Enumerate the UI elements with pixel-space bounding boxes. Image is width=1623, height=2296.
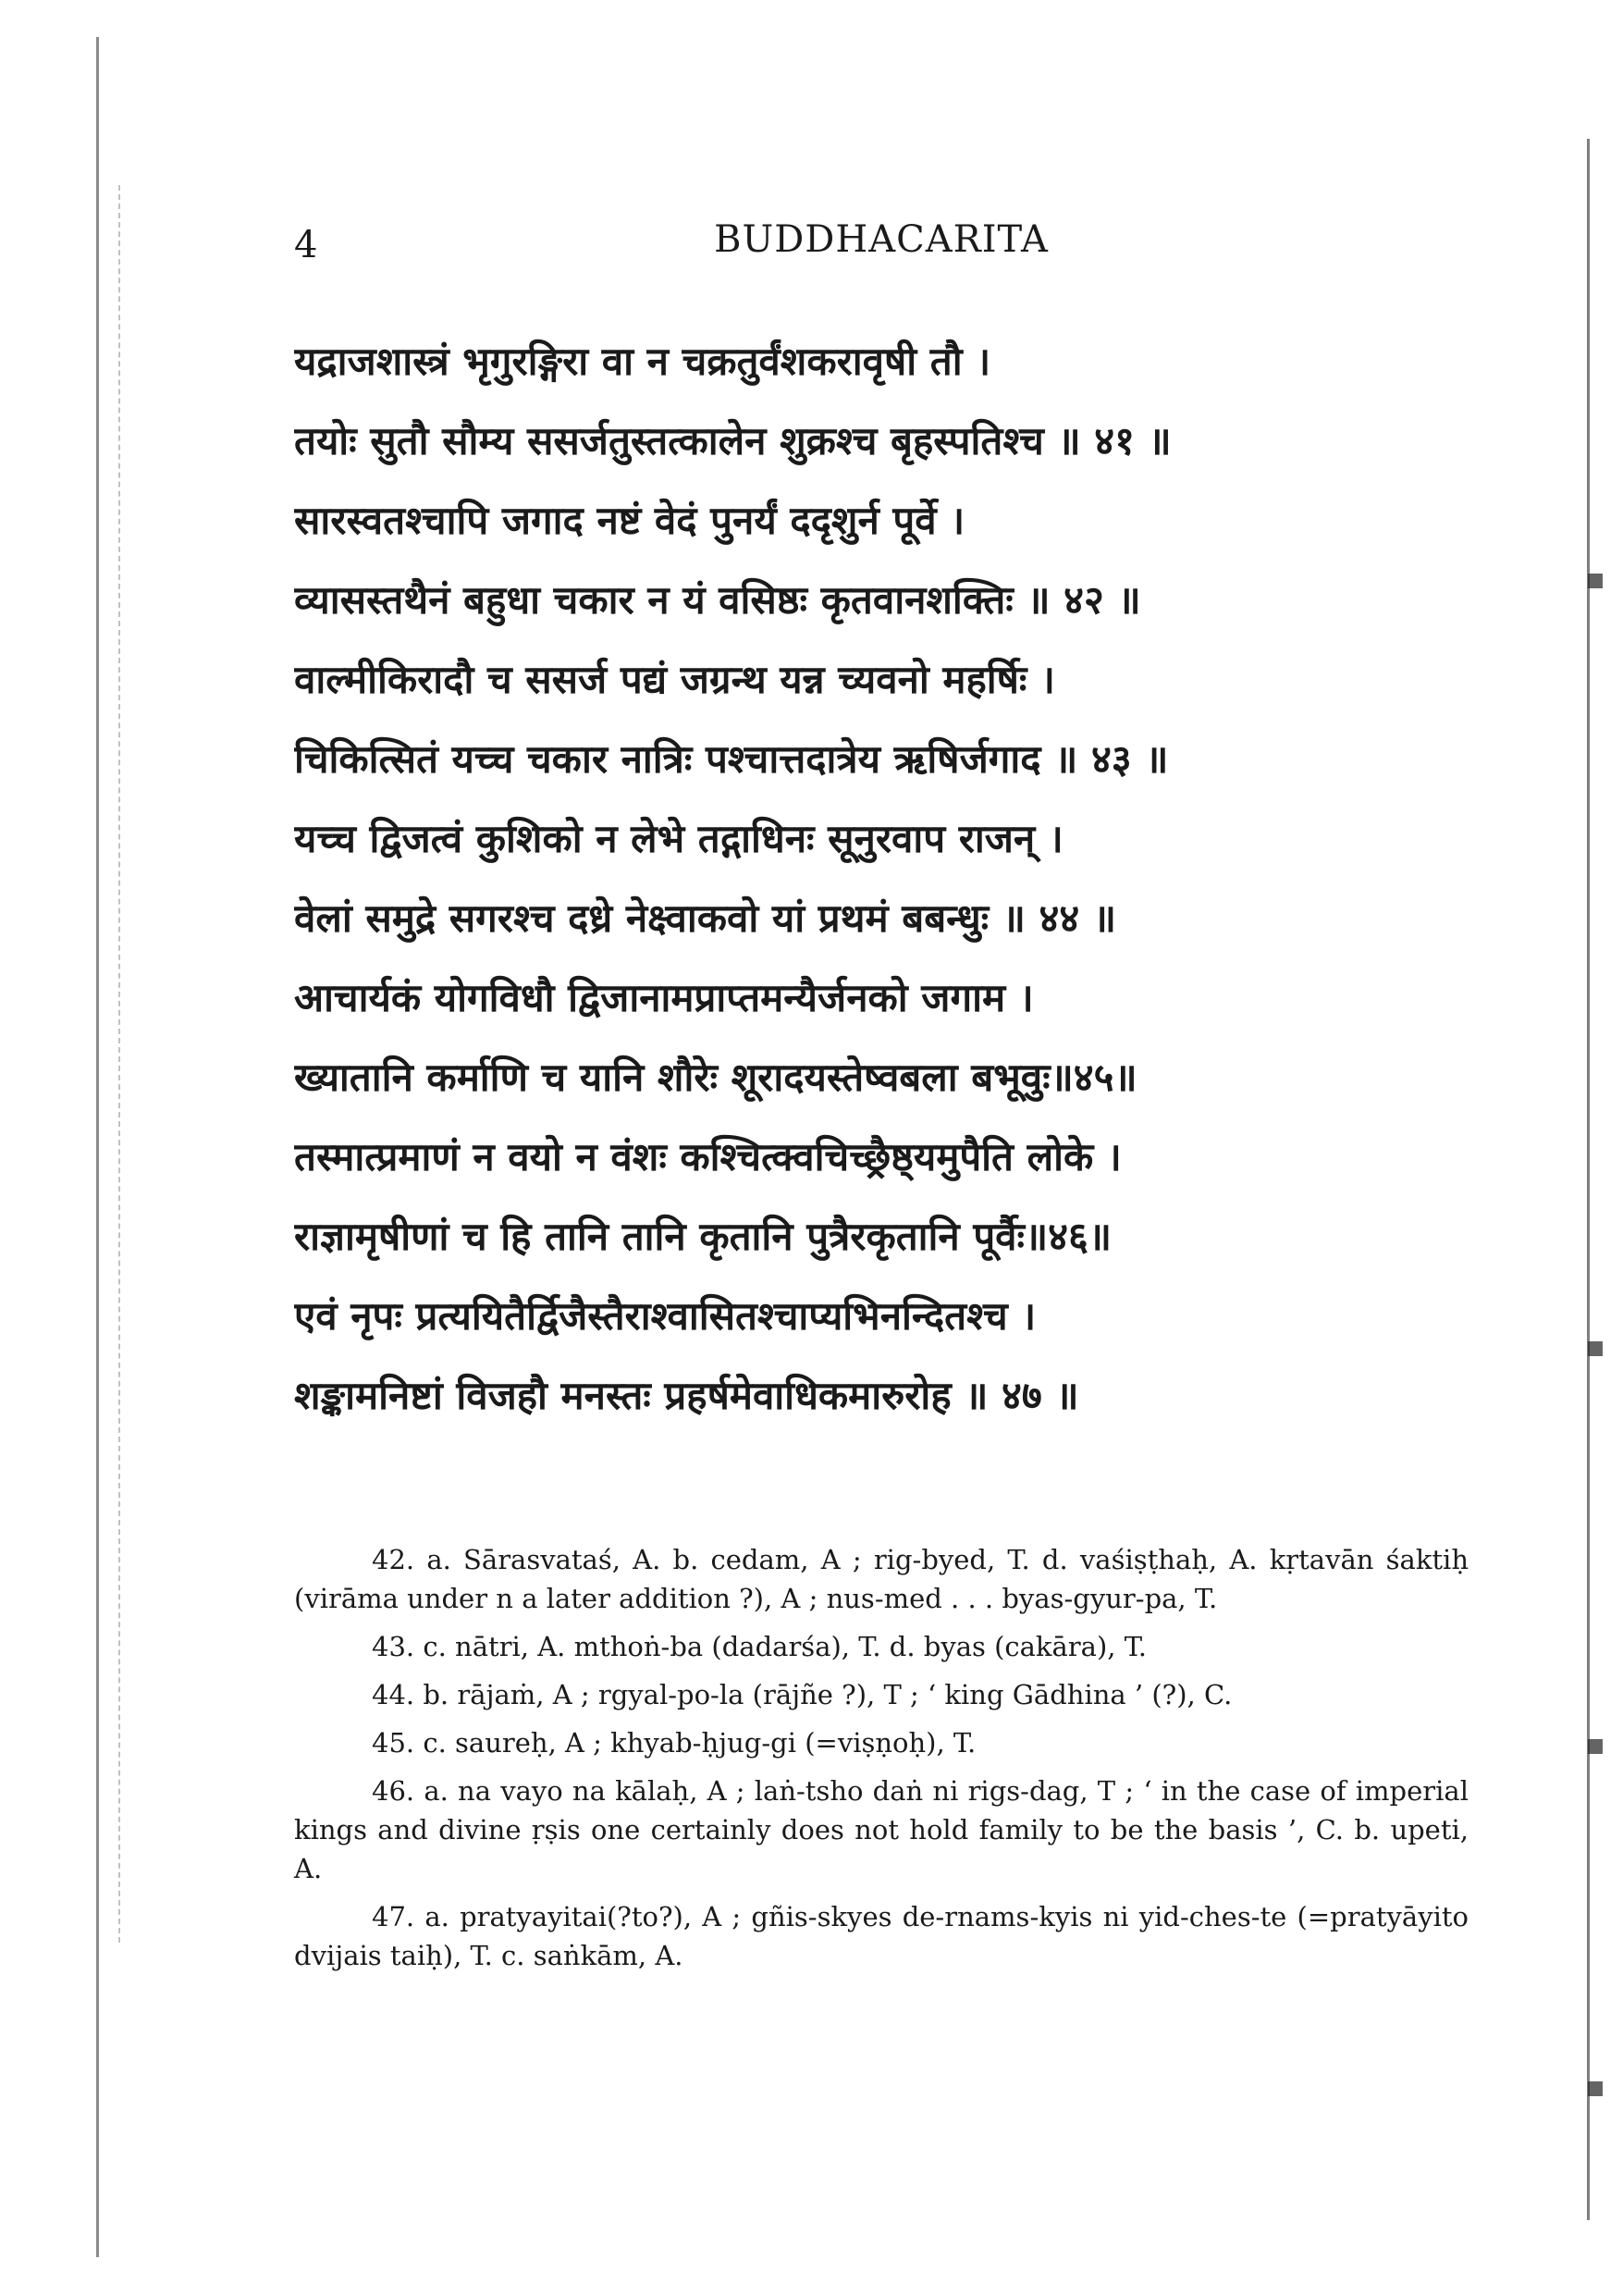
verse-line: शङ्कामनिष्टां विजहौ मनस्तः प्रहर्षमेवाधिकमारुरोह ॥ ४७ ॥ <box>294 1373 1079 1418</box>
verse-line: तस्मात्प्रमाणं न वयो न वंशः कश्चित्क्वचिच्छ्रैष्ठ्यमुपैति लोके । <box>294 1134 1122 1179</box>
verse-line: तयोः सुतौ सौम्य ससर्जतुस्तत्कालेन शुक्रश्च बृहस्पतिश्च ॥ ४१ ॥ <box>294 418 1172 463</box>
scan-mark <box>1588 1739 1603 1754</box>
verse-line: एवं नृपः प्रत्ययितैर्द्विजैस्तैराश्वासितश्चाप्यभिनन्दितश्च । <box>294 1293 1037 1339</box>
verse-block <box>294 322 1478 1436</box>
scan-mark <box>1588 1341 1603 1356</box>
footnote: 45. c. saureḥ, A ; khyab-ḥjug-gi (=viṣṇoḥ), T. <box>372 1727 977 1759</box>
footnotes <box>294 1540 1469 1984</box>
scan-edge-right <box>1587 139 1590 2220</box>
verse-line: यच्च द्विजत्वं कुशिको न लेभे तद्गाधिनः सूनुरवाप राजन् । <box>294 816 1064 861</box>
verse-line: यद्राजशास्त्रं भृगुरङ्गिरा वा न चक्रतुर्वंशकरावृषी तौ । <box>294 339 991 384</box>
scan-mark <box>1588 2081 1603 2096</box>
scan-mark <box>1588 574 1603 588</box>
verse-line: वेलां समुद्रे सगरश्च दध्रे नेक्ष्वाकवो यां प्रथमं बबन्धुः ॥ ४४ ॥ <box>294 895 1116 941</box>
page-header <box>294 218 1469 274</box>
verse-line: सारस्वतश्चापि जगाद नष्टं वेदं पुनर्यं ददृशुर्न पूर्वे । <box>294 498 965 543</box>
verse-line: आचार्यकं योगविधौ द्विजानामप्राप्तमन्यैर्जनको जगाम । <box>294 975 1034 1020</box>
footnote: 47. a. pratyayitai(?to?), A ; gñis-skyes de-rnams-kyis ni yid-ches-te (=pratyāyito dvijais taiḥ), T. c. saṅkām, A. <box>294 1901 1469 1971</box>
footnote: 43. c. nātri, A. mthoṅ-ba (dadarśa), T. d. byas (cakāra), T. <box>372 1631 1147 1662</box>
footnote: 42. a. Sārasvataś, A. b. cedam, A ; rig-byed, T. d. vaśiṣṭhaḥ, A. kṛtavān śaktiḥ (virāma under n a later addition ?), A ; nus-med . . . byas-gyur-pa, T. <box>294 1544 1469 1614</box>
verse-line: वाल्मीकिरादौ च ससर्ज पद्यं जग्रन्थ यन्न च्यवनो महर्षिः । <box>294 657 1055 702</box>
scan-edge-left <box>96 37 99 2257</box>
verse-line: राज्ञामृषीणां च हि तानि तानि कृतानि पुत्रैरकृतानि पूर्वैः॥४६॥ <box>294 1214 1113 1259</box>
verse-line: चिकित्सितं यच्च चकार नात्रिः पश्चात्तदात्रेय ऋषिर्जगाद ॥ ४३ ॥ <box>294 736 1169 782</box>
running-head: BUDDHACARITA <box>714 218 1049 261</box>
scan-edge-left-dashed <box>118 185 121 1943</box>
page-number: 4 <box>294 224 318 266</box>
footnote: 44. b. rājaṁ, A ; rgyal-po-la (rājñe ?), T ; ‘ king Gādhina ’ (?), C. <box>372 1679 1233 1710</box>
verse-line: व्यासस्तथैनं बहुधा चकार न यं वसिष्ठः कृतवानशक्तिः ॥ ४२ ॥ <box>294 577 1141 623</box>
footnote: 46. a. na vayo na kālaḥ, A ; laṅ-tsho daṅ ni rigs-dag, T ; ‘ in the case of imperial kings and divine ṛṣis one certainly does not hold family to be the basis ’, C. b. upeti, A. <box>294 1775 1469 1884</box>
verse-line: ख्यातानि कर्माणि च यानि शौरेः शूरादयस्तेष्वबला बभूवुः॥४५॥ <box>294 1055 1137 1100</box>
